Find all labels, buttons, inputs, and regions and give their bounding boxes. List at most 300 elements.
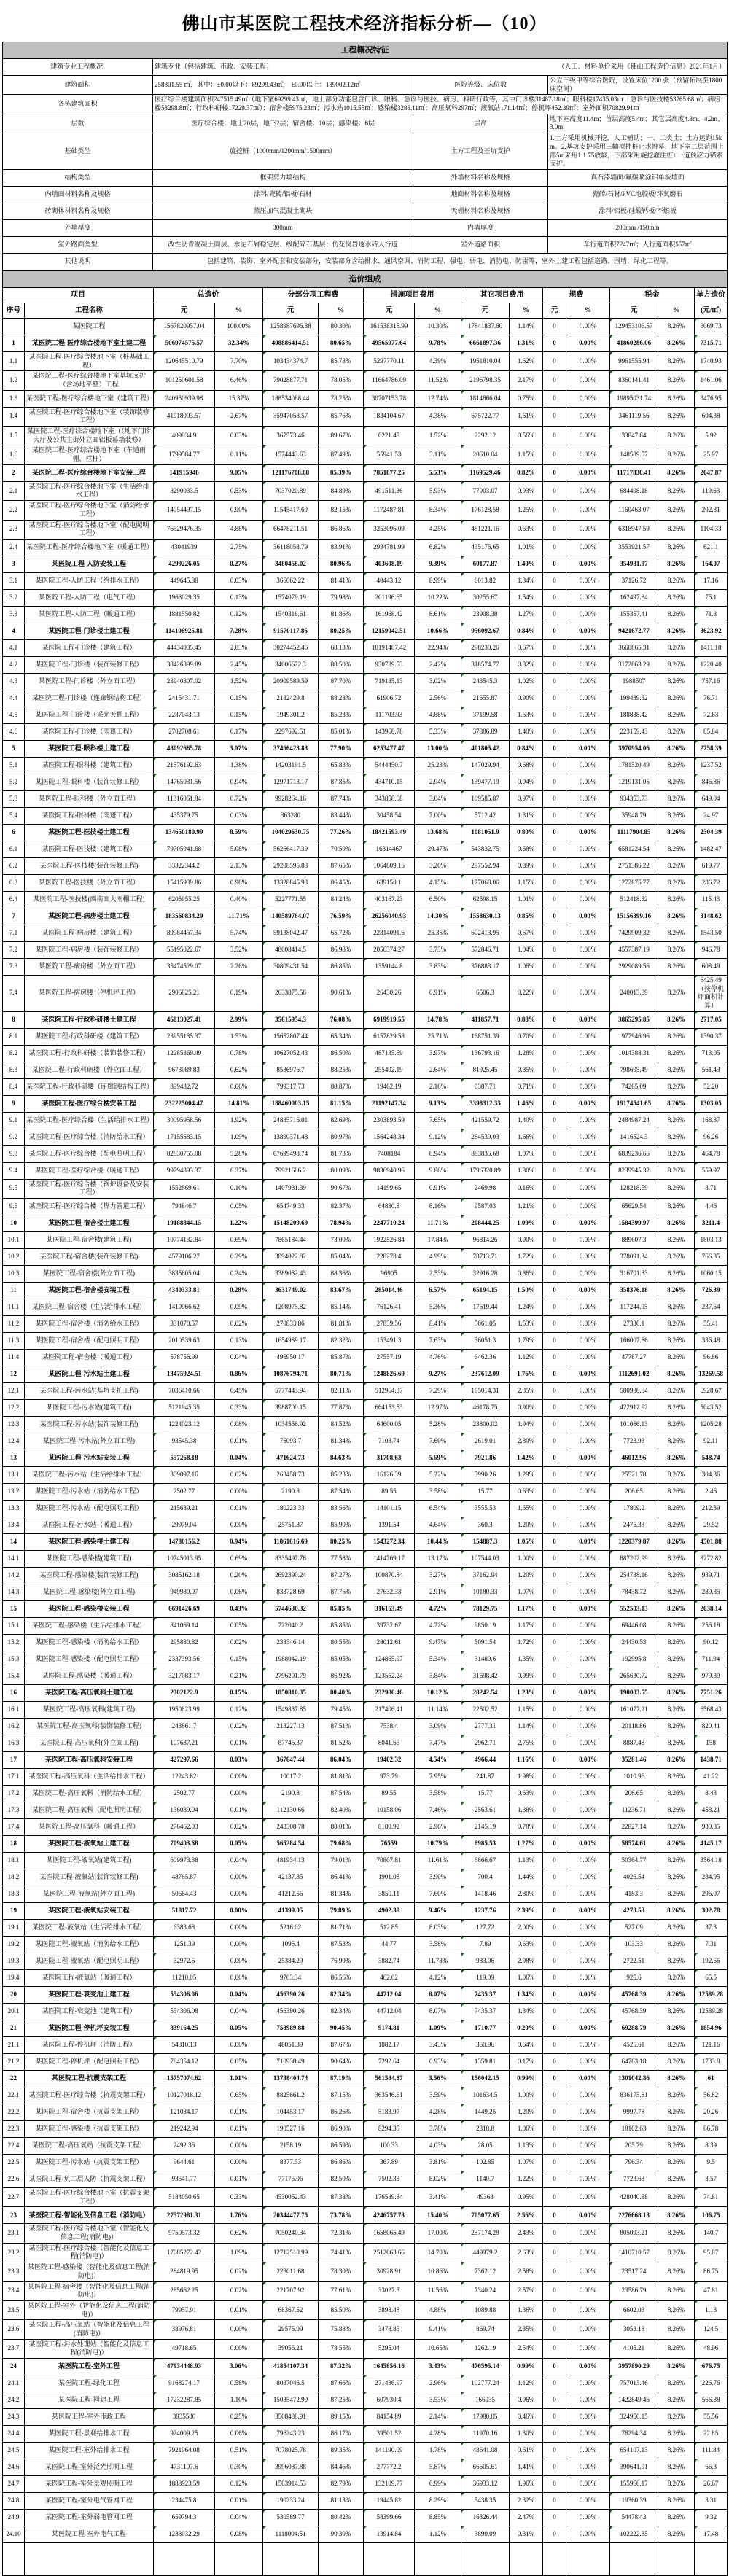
cell-project-name: 某医院工程-病房楼（外立面工程）	[25, 958, 154, 975]
table-row	[3, 2392, 728, 2409]
cell-value: 83.67%	[319, 1283, 364, 1299]
cell-value: 87.27%	[319, 1568, 364, 1584]
cell-value: 0.00%	[566, 2359, 610, 2375]
table-row	[3, 2281, 728, 2300]
cell-value: 33027.3	[364, 2281, 415, 2300]
cell-value: 136089.04	[154, 1802, 215, 1819]
cell-value: 3988700.15	[263, 1400, 319, 1417]
cell-value: 1.88%	[510, 1802, 543, 1819]
overview-label: 基础类型	[3, 133, 153, 170]
overview-label-2: 外墙材料名称及规格	[413, 169, 548, 186]
cell-project-name: 某医院工程-污水站（抗震支架工程）	[25, 2155, 154, 2171]
table-row	[3, 1011, 728, 1028]
cell-value: 0	[543, 2443, 566, 2459]
cell-value: 6205955.25	[154, 891, 215, 908]
cell-value: 86.90%	[319, 2121, 364, 2138]
cell-value: 19895031.74	[610, 390, 658, 407]
cell-value: 1.09%	[215, 1129, 263, 1145]
cell-value: 3476.95	[695, 390, 728, 407]
cell-value: 0.00%	[566, 589, 610, 606]
table-row	[3, 1819, 728, 1836]
cell-value: 757.16	[695, 673, 728, 690]
cell-value: 654107.13	[610, 2443, 658, 2459]
cell-value: 14054497.15	[154, 501, 215, 520]
cell-value: 1922526.84	[364, 1232, 415, 1249]
cell-value: 9.5	[695, 2155, 728, 2171]
cell-value: 0.78%	[510, 1819, 543, 1836]
cell-value: 0	[543, 941, 566, 958]
cell-value: 0.00%	[566, 740, 610, 757]
cell-value: 11210.05	[154, 1970, 215, 1987]
cell-value: 86.85%	[319, 958, 364, 975]
cell-value: 70807.81	[364, 1853, 415, 1869]
cell-value: 20344477.75	[263, 2207, 319, 2224]
cell-value: 2.96%	[415, 1819, 461, 1836]
cell-value: 74265.09	[610, 1078, 658, 1095]
cell-value: 2475.33	[610, 1517, 658, 1534]
cell-value: 8041.65	[364, 1735, 415, 1752]
cell-value: 1359.81	[461, 2054, 510, 2071]
cell-value: 805093.21	[610, 2224, 658, 2243]
cell-seq: 21	[3, 2020, 25, 2037]
table-row	[3, 556, 728, 572]
cell-value: 8.26%	[658, 1232, 695, 1249]
cell-project-name: 某医院工程-人防工程（电气工程）	[25, 589, 154, 606]
cell-value: 0.75%	[510, 390, 543, 407]
cell-value: 1237.52	[695, 757, 728, 774]
cell-value: 0	[543, 2054, 566, 2071]
cell-value: 0.65%	[215, 2087, 263, 2104]
cell-value: 3.20%	[415, 857, 461, 874]
table-row	[3, 1752, 728, 1769]
cell-value: 29979.04	[154, 1517, 215, 1534]
table-row	[3, 2171, 728, 2188]
cell-value: 68.13%	[319, 639, 364, 656]
cell-value: 8.26%	[658, 1769, 695, 1786]
cell-value: 7.95%	[415, 1769, 461, 1786]
header-group-cell: 总造价	[154, 287, 263, 303]
cell-value: 155357.41	[610, 606, 658, 623]
cell-value: 1.13	[695, 2300, 728, 2319]
cell-value: 80.25%	[319, 623, 364, 639]
cell-value: 0	[543, 2281, 566, 2300]
cell-value: 104029630.75	[263, 824, 319, 841]
cell-value: 0.90%	[215, 501, 263, 520]
cell-project-name: 某医院工程-停机坪（消防工程）	[25, 2037, 154, 2054]
cell-value: 8.26%	[658, 589, 695, 606]
cell-value: 2962.71	[461, 1735, 510, 1752]
cell-value: 56266417.39	[263, 841, 319, 857]
table-row	[3, 841, 728, 857]
cell-value: 0.00%	[566, 656, 610, 673]
cell-value: 0.05%	[215, 2054, 263, 2071]
cell-value: 4.46	[695, 1199, 728, 1215]
table-row	[3, 2443, 728, 2459]
cell-value: 0.00%	[566, 673, 610, 690]
cell-value: 13.00%	[415, 740, 461, 757]
cell-value: 8.26%	[658, 1970, 695, 1987]
cell-value: 3.78%	[415, 2121, 461, 2138]
cell-seq: 11.4	[3, 1350, 25, 1366]
cell-value: 81.81%	[319, 1316, 364, 1333]
cell-value: 0.63%	[510, 520, 543, 539]
cell-value: 0.00%	[566, 2459, 610, 2476]
cell-value: 41854107.34	[263, 2359, 319, 2375]
cell-value: 18421593.49	[364, 824, 415, 841]
cell-value: 0.00%	[566, 556, 610, 572]
cell-value: 8.26%	[658, 1903, 695, 1920]
cell-value: 1251.39	[154, 1937, 215, 1953]
cell-seq: 23.3	[3, 2262, 25, 2281]
cell-project-name: 某医院工程-宿舍楼（消防给水工程）	[25, 1316, 154, 1333]
cell-value: 0.12%	[215, 2476, 263, 2493]
cell-value: 40443.12	[364, 572, 415, 589]
cell-value: 8.26%	[658, 1668, 695, 1685]
cell-value: 7435.37	[461, 1987, 510, 2004]
cell-value: 205.79	[610, 2138, 658, 2155]
cell-value: 50364.77	[610, 1853, 658, 1869]
cell-value: 86.50%	[319, 1045, 364, 1062]
cell-value: 6318947.59	[610, 520, 658, 539]
cell-value: 1.22%	[215, 1215, 263, 1232]
cell-value: 4.88%	[415, 707, 461, 723]
cell-value: 2.32%	[510, 2493, 543, 2510]
table-row	[3, 824, 728, 841]
cell-value: 286.72	[695, 874, 728, 891]
table-row	[3, 673, 728, 690]
overview-value: 涂料/瓷砖/铝板/石材	[153, 186, 413, 203]
cell-value: 8.26%	[658, 2224, 695, 2243]
cell-seq: 4.2	[3, 656, 25, 673]
cell-seq: 19.2	[3, 1937, 25, 1953]
cell-value: 295880.82	[154, 1635, 215, 1651]
cell-value: 35281.46	[610, 1752, 658, 1769]
cell-value: 2.94%	[415, 774, 461, 790]
cell-value: 0.00%	[566, 371, 610, 390]
cell-value: 3.59%	[415, 2087, 461, 2104]
cell-value: 17.84%	[415, 1232, 461, 1249]
cell-value: 481221.16	[461, 520, 510, 539]
cell-value: 79957.91	[154, 2300, 215, 2319]
cell-value: 8.26%	[658, 941, 695, 958]
cell-value: 6.82%	[415, 539, 461, 556]
cell-value: 4501.88	[695, 1534, 728, 1551]
cell-value: 3555.53	[461, 1501, 510, 1517]
cell-value: 0	[543, 841, 566, 857]
cell-value: 82.69%	[319, 1112, 364, 1129]
cell-value: 6866.67	[461, 1853, 510, 1869]
cell-seq: 3.2	[3, 589, 25, 606]
cell-value: 9750573.32	[154, 2224, 215, 2243]
cell-project-name: 某医院工程-停机坪（配电照明工程）	[25, 2054, 154, 2071]
cell-value: 0	[543, 891, 566, 908]
cell-value: 0	[543, 1283, 566, 1299]
cell-value: 5183.97	[364, 2104, 415, 2121]
cell-value: 0	[543, 556, 566, 572]
cell-seq: 3.1	[3, 572, 25, 589]
cell-value: 65.34%	[319, 1028, 364, 1045]
cell-value: 9.78%	[415, 335, 461, 351]
cell-value: 7.89	[461, 1937, 510, 1953]
cell-value: 1733.8	[695, 2054, 728, 2071]
table-row	[3, 1450, 728, 1467]
cell-value: 2190.8	[263, 1484, 319, 1501]
cell-seq: 5.3	[3, 790, 25, 807]
overview-value: 300mm	[153, 219, 413, 236]
cell-value: 55.41	[695, 1316, 728, 1333]
cell-value: 1.72%	[510, 1635, 543, 1651]
cell-value: 1.46%	[510, 1095, 543, 1112]
cell-value: 0.00%	[215, 1769, 263, 1786]
table-row	[3, 1045, 728, 1062]
cell-value: 0	[543, 757, 566, 774]
cell-value: 8.26%	[658, 1517, 695, 1534]
cell-value: 0	[543, 1417, 566, 1433]
cell-value: 154887.3	[461, 1534, 510, 1551]
cell-seq: 17	[3, 1752, 25, 1769]
cell-value: 8.26%	[658, 1062, 695, 1078]
cell-value: 101066.13	[610, 1417, 658, 1433]
cell-value: 232986.46	[364, 1685, 415, 1702]
cell-value: 2758.39	[695, 740, 728, 757]
cell-value: 180223.33	[263, 1501, 319, 1517]
cell-value: 0.93%	[415, 2054, 461, 2071]
table-row	[3, 318, 728, 335]
cell-value: 0.00%	[566, 1145, 610, 1162]
cell-value: 8.26%	[658, 1433, 695, 1450]
cell-value: 23586.79	[610, 2281, 658, 2300]
cell-value: 1834104.67	[364, 407, 415, 426]
cell-value: 85.23%	[319, 1467, 364, 1484]
cell-value: 8.26%	[658, 2243, 695, 2262]
cell-value: 76559	[364, 1836, 415, 1853]
cell-value: 86.92%	[319, 1668, 364, 1685]
cell-value: 1654989.17	[263, 1333, 319, 1350]
cell-value: 10.12%	[415, 1685, 461, 1702]
cell-value: 5.74%	[215, 925, 263, 941]
cell-value: 8.26%	[658, 2104, 695, 2121]
cell-value: 0.95%	[510, 2188, 543, 2207]
cell-value: 0	[543, 2004, 566, 2020]
cell-value: 3272.82	[695, 1551, 728, 1568]
cell-value: 403608.19	[364, 556, 415, 572]
cell-value: 0	[543, 606, 566, 623]
cell-value: 939.71	[695, 1568, 728, 1584]
cell-value: 0.00%	[566, 2171, 610, 2188]
cell-value: 2.98%	[510, 1953, 543, 1970]
cell-value: 10017.2	[263, 1769, 319, 1786]
cell-value: 0.00%	[566, 1584, 610, 1601]
cell-value: 0.00%	[566, 925, 610, 941]
cell-value: 0	[543, 1819, 566, 1836]
cell-value: 0.04%	[215, 2510, 263, 2526]
table-row	[3, 1215, 728, 1232]
table-row	[3, 1129, 728, 1145]
cell-value: 80.30%	[319, 318, 364, 335]
cell-value: 0.90%	[510, 1232, 543, 1249]
cell-value: 0.84%	[510, 740, 543, 757]
cell-value: 3.58%	[415, 1937, 461, 1953]
cell-seq: 4.5	[3, 707, 25, 723]
cell-value: 0	[543, 2300, 566, 2319]
cell-value: 0	[543, 2104, 566, 2121]
cell-value: 9.39%	[415, 556, 461, 572]
cell-value: 1014388.31	[610, 1045, 658, 1062]
cell-value: 0.00%	[566, 2087, 610, 2104]
cell-value: 0	[543, 673, 566, 690]
cell-value: 0	[543, 1517, 566, 1534]
cell-value: 2929089.56	[610, 958, 658, 975]
cell-value: 0.00%	[566, 757, 610, 774]
overview-label: 外墙厚度	[3, 219, 153, 236]
cell-value: 8985.53	[461, 1836, 510, 1853]
cell-value: 15415939.86	[154, 874, 215, 891]
cell-seq: 23	[3, 2207, 25, 2224]
cell-value: 46813027.41	[154, 1011, 215, 1028]
cell-value: 21192147.34	[364, 1095, 415, 1112]
cell-value: 48.96	[695, 2339, 728, 2358]
cell-value: 3.41%	[415, 2188, 461, 2207]
cell-value: 0.00%	[566, 2037, 610, 2054]
cell-value: 4.25%	[415, 520, 461, 539]
cell-value: 8.26%	[658, 1702, 695, 1719]
cell-value: 0.00%	[566, 2020, 610, 2037]
header-group-cell: 单方造价	[695, 287, 728, 303]
cell-value: 176589.34	[364, 2188, 415, 2207]
cell-value: 5091.54	[461, 1635, 510, 1651]
cell-value: 87.25%	[319, 2392, 364, 2409]
cell-value: 1.79%	[510, 1333, 543, 1350]
cell-value: 4.03%	[415, 2138, 461, 2155]
cell-value: 8.26%	[658, 1651, 695, 1668]
cell-value: 206.65	[610, 1484, 658, 1501]
cell-value: 6383.68	[154, 1920, 215, 1937]
cell-value: 4.28%	[415, 2426, 461, 2443]
cell-value: 8.26%	[658, 335, 695, 351]
cell-value: 285014.46	[364, 1283, 415, 1299]
cell-value: 3850.11	[364, 1886, 415, 1903]
cell-value: 5121945.35	[154, 1400, 215, 1417]
cell-value: 31698.42	[461, 1668, 510, 1685]
cell-value: 8.26%	[658, 1987, 695, 2004]
cell-value: 7292.64	[364, 2054, 415, 2071]
cell-value: 2.64%	[415, 1062, 461, 1078]
cell-value: 0	[543, 351, 566, 370]
cell-value: 572846.71	[461, 941, 510, 958]
table-row	[3, 1266, 728, 1283]
cell-value: 30458.54	[364, 807, 415, 824]
cell-value: 0	[543, 2426, 566, 2443]
overview-value: 包括建筑、装饰、室外配套和安装部分，安装部分含给排水、通风空调、消防工程、强电、弱电、消防电、防雷等，室外土建工程包括道路、围墙、绿化工程等。	[153, 253, 728, 270]
cell-value: 8.26%	[658, 2320, 695, 2339]
cell-value: 87.54%	[319, 1484, 364, 1501]
cell-value: 78438.72	[610, 1584, 658, 1601]
cell-value: 0.00%	[566, 1249, 610, 1266]
cell-value: 8.26%	[658, 2188, 695, 2207]
cell-value: 0.00%	[566, 2392, 610, 2409]
cell-seq: 13	[3, 1450, 25, 1467]
cell-value: 0.02%	[215, 1635, 263, 1651]
cell-value: 0	[543, 2188, 566, 2207]
cell-value: 512.85	[364, 1920, 415, 1937]
cell-value: 0.68%	[510, 757, 543, 774]
cell-value: 0.00%	[566, 774, 610, 790]
cell-value: 0.00%	[566, 464, 610, 481]
cell-project-name: 某医院工程-室外电气管网工程	[25, 2493, 154, 2510]
cell-value: 1262.19	[461, 2339, 510, 2358]
cell-value: 363546.61	[364, 2087, 415, 2104]
cell-value: 75.88%	[319, 2320, 364, 2339]
cell-value: 0.00%	[566, 1735, 610, 1752]
cell-value: 8.39	[695, 2138, 728, 2155]
cell-value: 0	[543, 623, 566, 639]
cell-value: 8.26%	[658, 1618, 695, 1635]
cell-project-name: 某医院工程-绿化工程	[25, 2375, 154, 2392]
cell-value: 8.26%	[658, 2339, 695, 2358]
cell-value: 1.14%	[510, 318, 543, 335]
cell-value: 8.26%	[658, 2171, 695, 2188]
cell-value: 164.07	[695, 556, 728, 572]
cell-value: 0.04%	[215, 1450, 263, 1467]
cell-project-name: 某医院工程-医疗综合楼地下室（配电照明工程）	[25, 520, 154, 539]
cell-value: 0.00%	[566, 2443, 610, 2459]
cell-value: 8.26%	[658, 908, 695, 925]
cell-value: 0.00%	[566, 1786, 610, 1802]
cell-value: 1.13%	[510, 2138, 543, 2155]
cell-value: 1.23%	[510, 1685, 543, 1702]
cell-value: 0	[543, 1266, 566, 1283]
cell-value: 4.54%	[415, 1752, 461, 1769]
cell-value: 8.26%	[658, 2443, 695, 2459]
cell-value: 2777.31	[461, 1719, 510, 1735]
cell-value: 2492.36	[154, 2138, 215, 2155]
cell-value: 0.00%	[566, 2207, 610, 2224]
cell-value: 0.45%	[215, 1383, 263, 1400]
cell-value: 19462.19	[364, 1078, 415, 1095]
overview-label: 室外路面类型	[3, 236, 153, 253]
cell-value: 0	[543, 1095, 566, 1112]
cell-value: 0.40%	[215, 891, 263, 908]
cell-seq: 5.2	[3, 774, 25, 790]
cell-value: 76529476.35	[154, 520, 215, 539]
cell-value: 271436.97	[364, 2375, 415, 2392]
cell-seq: 21.1	[3, 2037, 25, 2054]
cell-value: 0.04%	[215, 1987, 263, 2004]
cell-value: 190527.16	[263, 2121, 319, 2138]
cell-value: 10.22%	[415, 589, 461, 606]
cell-value: 17.48	[695, 2526, 728, 2543]
cell-value: 4731107.6	[154, 2459, 215, 2476]
cell-value: 8.26%	[658, 2300, 695, 2319]
cell-value: 1419966.62	[154, 1299, 215, 1316]
cell-value: 8.26%	[658, 1112, 695, 1129]
cell-value: 8.02%	[415, 2171, 461, 2188]
cell-value: 607930.4	[364, 2392, 415, 2409]
cell-value: 0.02%	[215, 2281, 263, 2300]
cell-seq: 13.4	[3, 1517, 25, 1534]
cell-value: 0.99%	[510, 2359, 543, 2375]
cell-value: 86.04%	[319, 1752, 364, 1769]
cell-value: 949980.07	[154, 1584, 215, 1601]
cell-project-name: 某医院工程-病房楼（停机坪工程）	[25, 975, 154, 1011]
cell-value: 14199.65	[364, 1179, 415, 1198]
cell-value: 44.77	[364, 1937, 415, 1953]
cell-value: 85.05%	[319, 1651, 364, 1668]
cell-value: 0	[543, 481, 566, 500]
cell-value: 561584.87	[364, 2071, 415, 2087]
cell-value: 270833.86	[263, 1316, 319, 1333]
cell-value: 6221.48	[364, 427, 415, 445]
